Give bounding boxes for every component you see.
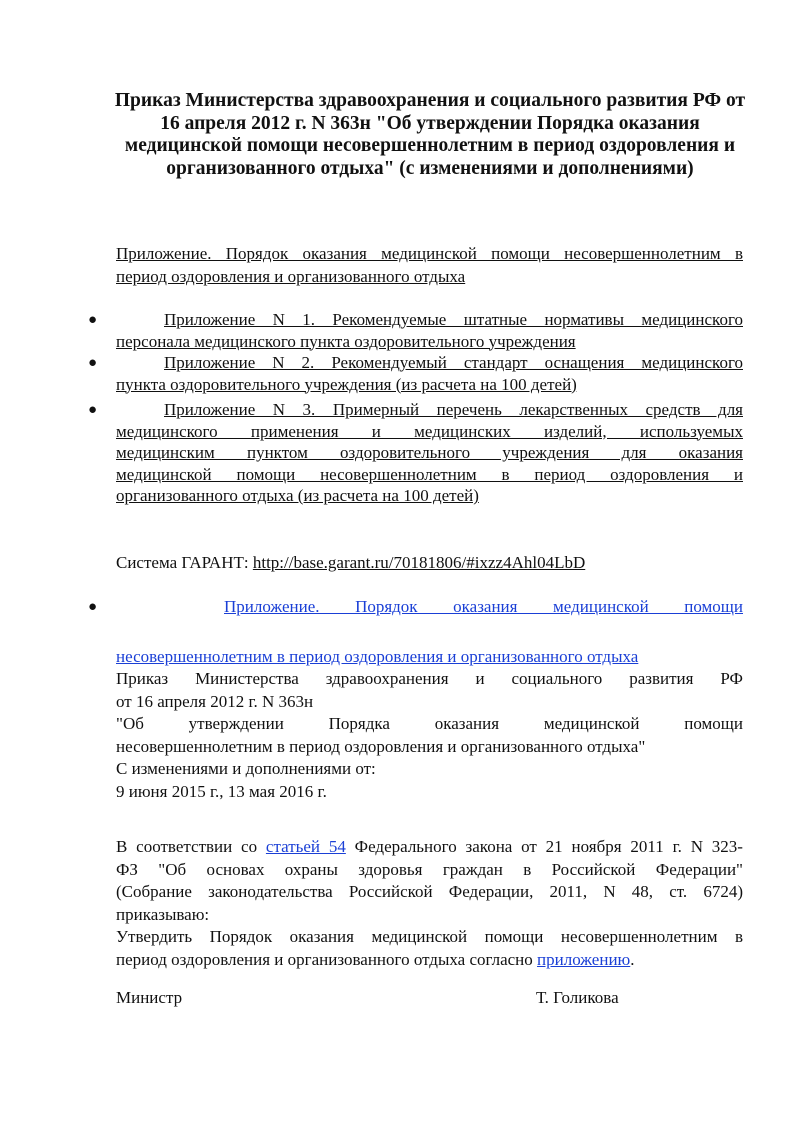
toc-item-1-text-1[interactable]: Приложение N 1. Рекомендуемые штатные нормативы медицинского	[164, 310, 743, 329]
appendix-link-text-1[interactable]: Приложение. Порядок оказания медицинской помощи	[224, 597, 743, 616]
garant-url-link[interactable]: http://base.garant.ru/70181806/#ixzz4Ahl04LbD	[252, 553, 586, 572]
order-line-5: С изменениями и дополнениями от:	[116, 759, 376, 778]
paragraph-basis-text-cont: Федерального закона от 21 ноября 2011 г. N 323-	[345, 837, 743, 856]
paragraph-basis-line-3: (Собрание законодательства Российской Федерации, 2011, N 48, ст. 6724)	[116, 882, 743, 901]
document-title: Приказ Министерства здравоохранения и социального развития РФ от 16 апреля 2012 г. N 363н "Об утверждении Порядка оказания медицинской помощи несовершеннолетним в период оздоровления и организованного отдыха" (с изменениями и дополнениями)	[114, 90, 746, 179]
toc-item-3-text-1[interactable]: Приложение N 3. Примерный перечень лекарственных средств для	[164, 400, 743, 419]
toc-item-2-text-1[interactable]: Приложение N 2. Рекомендуемый стандарт оснащения медицинского	[164, 353, 743, 372]
toc-item-3-line-1[interactable]	[116, 399, 743, 421]
paragraph-basis	[116, 836, 743, 971]
toc-item-2[interactable]	[116, 352, 743, 395]
toc-item-1-line-2[interactable]: персонала медицинского пункта оздоровительного учреждения	[116, 331, 576, 351]
appendix-link-line-1[interactable]	[116, 596, 743, 619]
paragraph-basis-line-4: приказываю:	[116, 904, 210, 924]
order-details	[116, 668, 743, 803]
order-line-3: "Об утверждении Порядка оказания медицинской помощи	[116, 714, 743, 733]
appendix-ref-link[interactable]: приложению	[537, 949, 631, 969]
toc-item-2-line-1[interactable]	[116, 352, 743, 374]
bullet-icon: ●	[88, 312, 98, 328]
order-line-6: 9 июня 2015 г., 13 мая 2016 г.	[116, 781, 327, 801]
toc-item-1[interactable]	[116, 309, 743, 352]
toc-item-3-line-5[interactable]: организованного отдыха (из расчета на 100 детей)	[116, 486, 479, 505]
article-54-link[interactable]: статьей 54	[265, 837, 346, 856]
garant-label: Система ГАРАНТ:	[116, 553, 253, 572]
appendix-link-line-2[interactable]: несовершеннолетним в период оздоровления и организованного отдыха	[116, 647, 639, 666]
paragraph-approve-end: .	[630, 949, 635, 969]
order-line-4: несовершеннолетним в период оздоровления и организованного отдыха"	[116, 736, 646, 756]
toc-main-link[interactable]	[116, 243, 743, 288]
paragraph-basis-line-1	[116, 836, 743, 859]
toc-item-3[interactable]	[116, 399, 743, 507]
order-line-2: от 16 апреля 2012 г. N 363н	[116, 691, 314, 711]
paragraph-approve-text: период оздоровления и организованного отдыха согласно	[116, 949, 538, 969]
bullet-icon: ●	[88, 599, 98, 615]
toc-main-link-line-2[interactable]: период оздоровления и организованного отдыха	[116, 266, 466, 286]
toc-item-3-line-4[interactable]: медицинской помощи несовершеннолетним в период оздоровления и	[116, 464, 743, 484]
signature-name: Т. Голикова	[536, 988, 619, 1007]
garant-source-line	[116, 552, 743, 575]
toc-item-3-line-2[interactable]: медицинского применения и медицинских изделий, используемых	[116, 421, 743, 441]
bullet-icon: ●	[88, 355, 98, 371]
toc-main-link-line-1[interactable]: Приложение. Порядок оказания медицинской помощи несовершеннолетним в	[116, 244, 743, 263]
bullet-icon: ●	[88, 402, 98, 418]
signature-role: Министр	[116, 988, 183, 1007]
paragraph-approve-line-1: Утвердить Порядок оказания медицинской помощи несовершеннолетним в	[116, 927, 743, 946]
paragraph-approve-line-2	[116, 949, 743, 972]
paragraph-basis-text: В соответствии со	[116, 837, 266, 856]
toc-item-2-line-2[interactable]: пункта оздоровительного учреждения (из расчета на 100 детей)	[116, 374, 577, 394]
appendix-link[interactable]	[116, 596, 743, 619]
order-line-1: Приказ Министерства здравоохранения и социального развития РФ	[116, 669, 743, 688]
toc-item-3-line-3[interactable]: медицинским пунктом оздоровительного учреждения для оказания	[116, 443, 743, 462]
toc-item-1-line-1[interactable]	[116, 309, 743, 331]
paragraph-basis-line-2: ФЗ "Об основах охраны здоровья граждан в Российской Федерации"	[116, 859, 743, 879]
